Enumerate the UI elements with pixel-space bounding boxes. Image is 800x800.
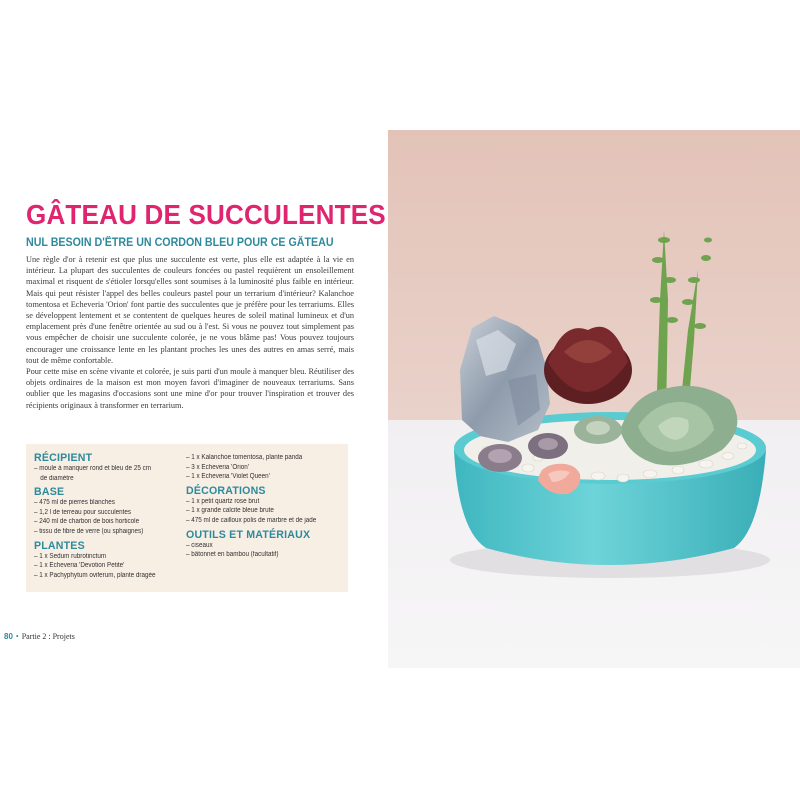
plantes-list xyxy=(34,552,192,581)
list-item: – 3 x Echeveria 'Orion' xyxy=(186,463,249,471)
footer-bullet: • xyxy=(15,632,19,641)
decorations-list xyxy=(186,497,346,526)
terrarium-illustration xyxy=(388,130,800,668)
list-item: – tissu de fibre de verre (ou sphaignes) xyxy=(34,527,144,535)
list-item: – 1 x Sedum rubrotinctum xyxy=(34,552,107,560)
list-item: – ciseaux xyxy=(186,541,213,549)
list-item: – 240 ml de charbon de bois horticole xyxy=(34,518,140,526)
page-number: 80 xyxy=(4,632,13,641)
list-item: de diamètre xyxy=(40,474,74,482)
list-item: – 1 x Echeveria 'Devotion Petite' xyxy=(34,562,125,570)
decorations-heading: DÉCORATIONS xyxy=(186,484,266,497)
terrarium-photo xyxy=(388,130,800,668)
page-footer xyxy=(4,632,75,641)
outils-heading: OUTILS ET MATÉRIAUX xyxy=(186,528,311,541)
section-label: Partie 2 : Projets xyxy=(21,632,75,641)
supplies-column-left xyxy=(34,452,192,580)
page-subtitle: NUL BESOIN D'ÊTRE UN CORDON BLEU POUR CE GÂTEAU xyxy=(26,236,334,249)
list-item: – 1 x grande calcite bleue brute xyxy=(186,507,274,515)
list-item: – 475 ml de cailloux polis de marbre et de jade xyxy=(186,516,317,524)
plantes-list-continued xyxy=(186,453,346,482)
body-paragraph: Une règle d'or à retenir est que plus une succulente est verte, plus elle est adaptée à la vie en intérieur. La plupart des succulentes de couleurs foncées ou pastel requièrent un ensoleillement maximal et risquent de s'étioler lorsqu'elles sont soumises à la luminosité plus faible en intérieur. Mais qui peut résister l'appel des belles couleurs pastel pour un terrarium d'intérieur? Kalanchoe tomentosa et Echeveria 'Orion' font partie des succulentes que je préfère pour les terrariums. Elles se développent lentement et se contentent de quelques heures de soleil matinal lumineux et d'un emplacement près d'une fenêtre orientée au sud ou à l'est. Si vous ne pouvez tout simplement pas vous empêcher de choisir une succulente colorée, je ne vous blâme pas! Vous pouvez toujours encourager une croissance lente en les plantant proches les unes des autres en amas serré, mais tout de même confortable. xyxy=(26,255,354,365)
recipient-heading: RÉCIPIENT xyxy=(34,452,93,464)
left-page xyxy=(0,0,388,800)
list-item: – 475 ml de pierres blanches xyxy=(34,499,115,507)
plantes-heading: PLANTES xyxy=(34,539,85,552)
supplies-column-right xyxy=(186,453,346,560)
list-item: – 1 x petit quartz rose brut xyxy=(186,497,260,505)
list-item: – moule à manquer rond et bleu de 25 cm xyxy=(34,465,151,472)
list-item: – 1 x Kalanchoe tomentosa, plante panda xyxy=(186,454,303,461)
page-title: GÂTEAU DE SUCCULENTES xyxy=(26,199,386,230)
supplies-box xyxy=(26,444,348,592)
list-item: – 1 x Pachyphytum oviferum, plante dragée xyxy=(34,571,156,579)
body-paragraph: Pour cette mise en scène vivante et colorée, je suis parti d'un moule à manquer bleu. Réutiliser des objets ordinaires de la maison est mon moyen favori d'imaginer de nouveaux terrariums. Sans oublier que les magasins d'occasions sont une mine d'or pour trouver l'inspiration et trouver des récipients originaux à transformer en terrarium. xyxy=(26,367,354,410)
base-list xyxy=(34,498,192,536)
list-item: – 1,2 l de terreau pour succulentes xyxy=(34,508,132,516)
list-item: – 1 x Echeveria 'Violet Queen' xyxy=(186,473,270,481)
outils-list xyxy=(186,541,346,560)
recipient-list xyxy=(34,464,192,483)
body-text xyxy=(26,254,354,411)
list-item: – bâtonnet en bambou (facultatif) xyxy=(186,551,279,559)
base-heading: BASE xyxy=(34,486,65,499)
